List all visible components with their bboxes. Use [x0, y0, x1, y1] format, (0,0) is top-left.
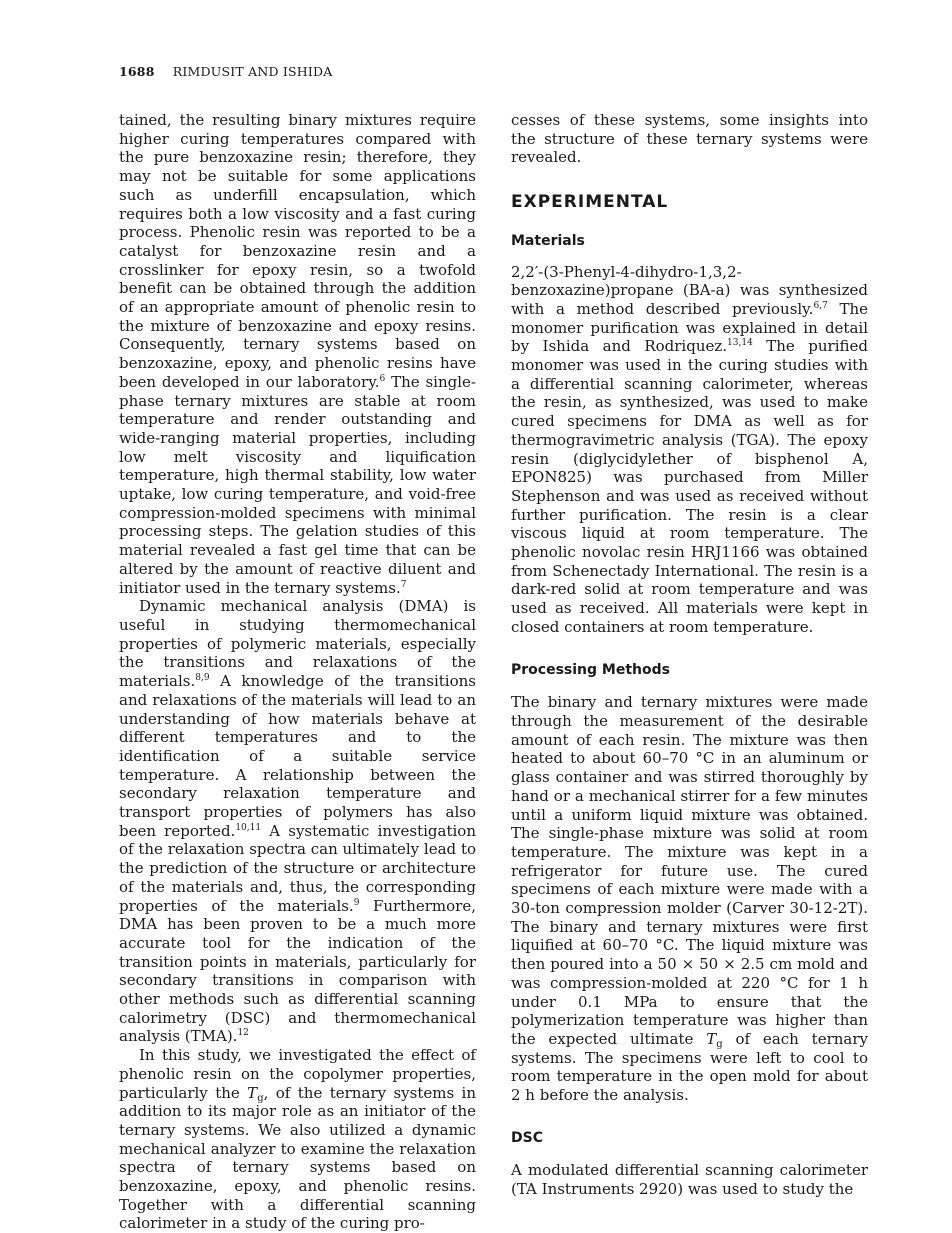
text-run: tained, the resulting binary mixtures require higher curing temperatures compared with the pure benzoxazine resin; therefore, they may not be suitable for some applications such as underfill encapsulation, which requires both a low viscosity and a fast curing process. Phenolic resin was reported to be a catalyst for benzoxazine resin and a crosslinker for epoxy resin, so a twofold benefit can be obtained through the addition of an appropriate amount of phenolic resin to the mixture of benzoxazine and epoxy resins. Consequently, ternary systems based on benzoxazine, epoxy, and phenolic resins have been developed in our laboratory.	[119, 111, 476, 391]
subsection-heading-dsc: DSC	[511, 1129, 543, 1146]
text-run: A systematic investigation of the relaxation spectra can ultimately lead to the prediction of the structure or architecture of the materials and, thus, the corresponding properties of the materials.	[119, 821, 476, 915]
subsection-heading-materials: Materials	[511, 232, 585, 249]
tg-symbol: T	[706, 1029, 717, 1048]
running-head	[119, 64, 332, 79]
subsection-heading-processing: Processing Methods	[511, 661, 670, 678]
left-column	[119, 111, 476, 1233]
citation: 6	[379, 373, 386, 384]
page-number: 1688	[119, 64, 155, 79]
paragraph-processing	[511, 693, 868, 1104]
citation: 7	[400, 579, 407, 590]
citation: 12	[237, 1028, 249, 1039]
text-run: Furthermore, DMA has been proven to be a much more accurate tool for the indication of the transition points in materials, particularly for secondary transitions in comparison with other methods such as differential scanning calorimetry (DSC) and thermomechanical analysis (TMA).	[119, 896, 476, 1046]
paragraph-continued: cesses of these systems, some insights into the structure of these ternary systems were revealed.	[511, 111, 868, 167]
text-run: 2,2′-(3-Phenyl-4-dihydro-1,3,2-benzoxazine)propane (BA-a) was synthesized with a method described previously.	[511, 262, 868, 318]
text-run: of each ternary systems. The specimens were left to cool to room temperature in the open mold for about 2 h before the analysis.	[511, 1029, 868, 1105]
section-heading-experimental: EXPERIMENTAL	[511, 192, 669, 213]
tg-subscript: g	[257, 1092, 264, 1104]
citation: 8,9	[195, 673, 210, 684]
citation: 13,14	[727, 338, 753, 349]
paragraph-this-study	[119, 1046, 476, 1233]
paragraph-materials	[511, 263, 868, 637]
running-head-authors: RIMDUSIT AND ISHIDA	[172, 64, 333, 79]
tg-subscript: g	[716, 1038, 723, 1050]
text-run: A knowledge of the transitions and relaxations of the materials will lead to an understanding of how materials behave at different temperatures and to the identification of a suitable service temperature. A relationship between the secondary relaxation temperature and transport properties of polymers has also been reported.	[119, 672, 476, 840]
tg-symbol: T	[247, 1083, 258, 1102]
paragraph-dma	[119, 597, 476, 1046]
citation: 9	[353, 897, 360, 908]
citation: 10,11	[235, 822, 262, 833]
right-column	[511, 111, 868, 1199]
text-run: The monomer purification was explained in detail by Ishida and Rodriquez.	[511, 299, 868, 356]
paragraph-intro-continued	[119, 111, 476, 597]
text-run: Dynamic mechanical analysis (DMA) is useful in studying thermomechanical properties of polymeric materials, especially the transitions and relaxations of the materials.	[119, 597, 476, 691]
paragraph-dsc: A modulated differential scanning calorimeter (TA Instruments 2920) was used to study the	[511, 1161, 868, 1199]
text-run: In this study, we investigated the effect of phenolic resin on the copolymer properties, particularly the	[119, 1046, 476, 1102]
text-run: The binary and ternary mixtures were made through the measurement of the desirable amount of each resin. The mixture was then heated to about 60–70 °C in an aluminum or glass container and was stirred thoroughly by hand or a mechanical stirrer for a few minutes until a uniform liquid mixture was obtained. The single-phase mixture was solid at room temperature. The mixture was kept in a refrigerator for future use. The cured specimens of each mixture were made with a 30-ton compression molder (Carver 30-12-2T). The binary and ternary mixtures were first liquified at 60–70 °C. The liquid mixture was then poured into a 50 × 50 × 2.5 cm mold and was compression-molded at 220 °C for 1 h under 0.1 MPa to ensure that the polymerization temperature was higher than the expected ultimate	[511, 693, 868, 1048]
text-run: The purified monomer was used in the curing studies with a differential scanning calorimeter, whereas the resin, as synthesized, was used to make cured specimens for DMA as well as for thermogravimetric analysis (TGA). The epoxy resin (diglycidylether of bisphenol A, EPON825) was purchased from Miller Stephenson and was used as received without further purification. The resin is a clear viscous liquid at room temperature. The phenolic novolac resin HRJ1166 was obtained from Schenectady International. The resin is a dark-red solid at room temperature and was used as received. All materials were kept in closed containers at room temperature.	[511, 337, 868, 636]
text-run: The single-phase ternary mixtures are stable at room temperature and render outstanding and wide-ranging material properties, including low melt viscosity and liquification temperature, high thermal stability, low water uptake, low curing temperature, and void-free compression-molded specimens with minimal processing steps. The gelation studies of this material revealed a fast gel time that can be altered by the amount of reactive diluent and initiator used in the ternary systems.	[119, 372, 476, 597]
text-run: , of the ternary systems in addition to its major role as an initiator of the ternary systems. We also utilized a dynamic mechanical analyzer to examine the relaxation spectra of ternary systems based on benzoxazine, epoxy, and phenolic resins. Together with a differential scanning calorimeter in a study of the curing pro-	[119, 1083, 477, 1233]
citation: 6,7	[813, 300, 828, 311]
